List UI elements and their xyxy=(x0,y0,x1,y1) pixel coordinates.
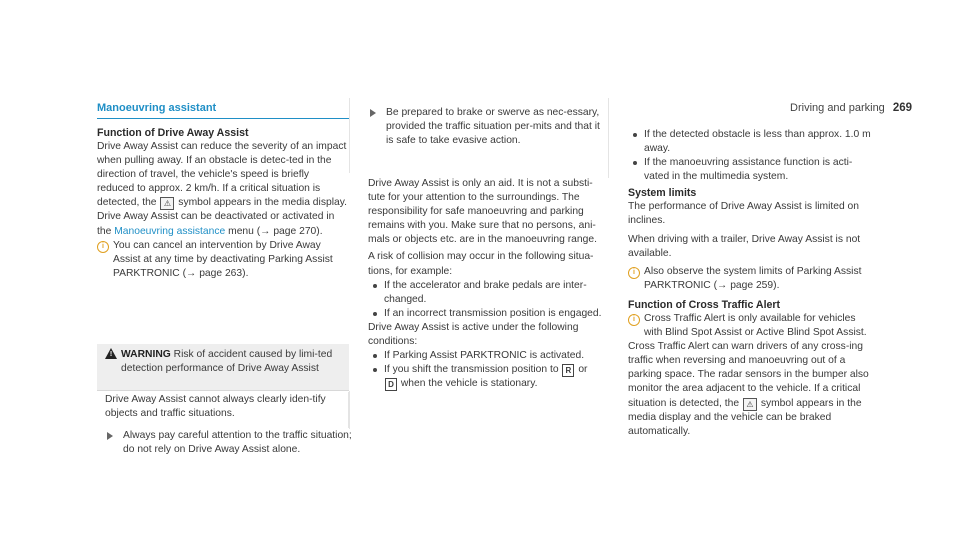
note-cancel: i You can cancel an intervention by Drive Away Assist at any time by deactivating Parking Assist PARKTRONIC (→ page 263). xyxy=(97,239,349,281)
warning-headline: Risk of accident caused by limi-ted detection performance of Drive Away Assist xyxy=(121,349,333,375)
column-divider xyxy=(608,98,609,178)
paragraph-drive-away-intro: Drive Away Assist can reduce the severity of an impact when pulling away. If an obstacle is detec-ted in the direction of travel, the vehicle's speed is briefly reduced to approx. 2 km/h. If a critical situation is detected, the ⚠ symbol appears in the media display. xyxy=(97,141,347,209)
warning-label: WARNING xyxy=(121,349,171,360)
header-section: Driving and parking xyxy=(790,102,885,114)
list-item: If the detected obstacle is less than approx. 1.0 m away. xyxy=(628,128,874,156)
paragraph-cross-traffic: Cross Traffic Alert can warn drivers of any cross-ing traffic when reversing and manoeuvring out of a parking space. The radar sensors in the bumper also monitor the area adjacent to the vehicle. If a critical situation is detected, the ⚠ symbol appears in the media display and the vehicle can be braked automatically. xyxy=(628,341,869,437)
list-item: If Parking Assist PARKTRONIC is activated. xyxy=(368,349,608,363)
cross-traffic-symbol-icon: ⚠ xyxy=(743,398,757,411)
heading-drive-away-assist: Function of Drive Away Assist xyxy=(97,127,249,139)
gear-r-icon: R xyxy=(562,364,574,377)
arrow-bullet-icon xyxy=(107,432,113,440)
paragraph-deactivate: Drive Away Assist can be deactivated or activated in the Manoeuvring assistance menu (→ page 270). xyxy=(97,211,335,237)
heading-system-limits: System limits xyxy=(628,187,697,200)
list-item: If the accelerator and brake pedals are inter-changed. xyxy=(368,279,608,307)
info-note-icon: i xyxy=(628,314,640,326)
info-note-icon: i xyxy=(628,267,640,279)
warning-arrow-item: Always pay careful attention to the traffic situation; do not rely on Drive Away Assist alone. xyxy=(105,429,359,457)
paragraph-aid: Drive Away Assist is only an aid. It is not a substi-tute for your attention to the surroundings. The responsibility for safe manoeuvring and parking remains with you. Make sure that no persons, ani-mals or objects etc. are in the manoeuvring range. xyxy=(368,178,597,246)
warning-box-border xyxy=(348,392,349,428)
manoeuvring-assistance-link[interactable]: Manoeuvring assistance xyxy=(114,225,226,237)
warning-header: ! WARNING Risk of accident caused by limi-ted detection performance of Drive Away Assist xyxy=(97,344,349,391)
paragraph-conditions: Drive Away Assist is active under the following conditions: xyxy=(368,321,579,348)
info-note-icon: i xyxy=(97,241,109,253)
column-divider xyxy=(349,98,350,173)
page-header xyxy=(790,101,912,115)
paragraph-trailer: When driving with a trailer, Drive Away Assist is not available. xyxy=(628,233,861,259)
list-item: If you shift the transmission position to R or D when the vehicle is stationary. xyxy=(368,363,608,391)
note-cross-traffic: i Cross Traffic Alert is only available for vehicles with Blind Spot Assist or Active Blind Spot Assist. xyxy=(628,312,874,340)
section-title: Manoeuvring assistant xyxy=(97,101,349,119)
arrow-item-brake: Be prepared to brake or swerve as nec-essary, provided the traffic situation per-mits and that it is safe to take evasive action. xyxy=(368,106,608,148)
page-number: 269 xyxy=(892,102,912,114)
warning-body xyxy=(97,391,352,456)
heading-cross-traffic-alert: Function of Cross Traffic Alert xyxy=(628,298,781,311)
drive-away-assist-symbol-icon: ⚠ xyxy=(160,197,174,210)
warning-body-text: Drive Away Assist cannot always clearly iden-tify objects and traffic situations. xyxy=(105,394,326,420)
list-item: If an incorrect transmission position is engaged. xyxy=(368,307,608,321)
arrow-bullet-icon xyxy=(370,109,376,117)
note-system-limits: i Also observe the system limits of Parking Assist PARKTRONIC (→ page 259). xyxy=(628,265,874,293)
warning-box xyxy=(97,344,352,456)
gear-d-icon: D xyxy=(385,378,397,391)
paragraph-limits: The performance of Drive Away Assist is limited on inclines. xyxy=(628,201,860,227)
list-item: If the manoeuvring assistance function is acti-vated in the multimedia system. xyxy=(628,156,874,184)
paragraph-risk: A risk of collision may occur in the following situa-tions, for example: xyxy=(368,251,594,277)
